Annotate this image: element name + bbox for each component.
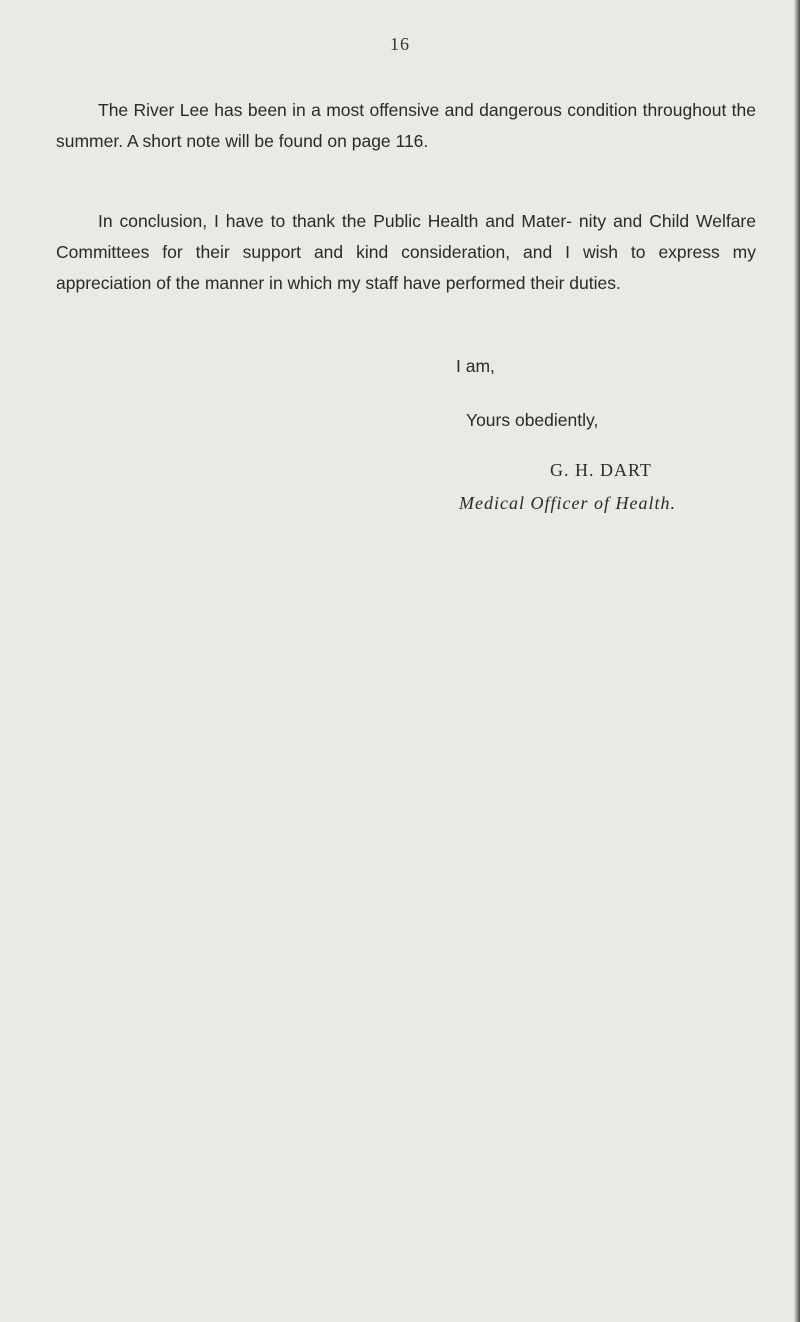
page-number: 16 [390, 34, 410, 54]
closing-yours-obediently: Yours obediently, [466, 410, 599, 430]
paragraph-conclusion: In conclusion, I have to thank the Public Health and Mater- nity and Child Welfare Committees for their support and kind consideration, and I wish to express my appreciation of the manner in which my staff have performed their duties. [56, 211, 756, 293]
signer-title: Medical Officer of Health. [459, 493, 676, 513]
page-edge-shadow [794, 0, 800, 1322]
paragraph-river-lee: The River Lee has been in a most offensive and dangerous condition throughout the summer. A short note will be found on page 116. [56, 100, 756, 151]
closing-i-am: I am, [456, 356, 495, 376]
signer-name: G. H. DART [550, 460, 652, 480]
